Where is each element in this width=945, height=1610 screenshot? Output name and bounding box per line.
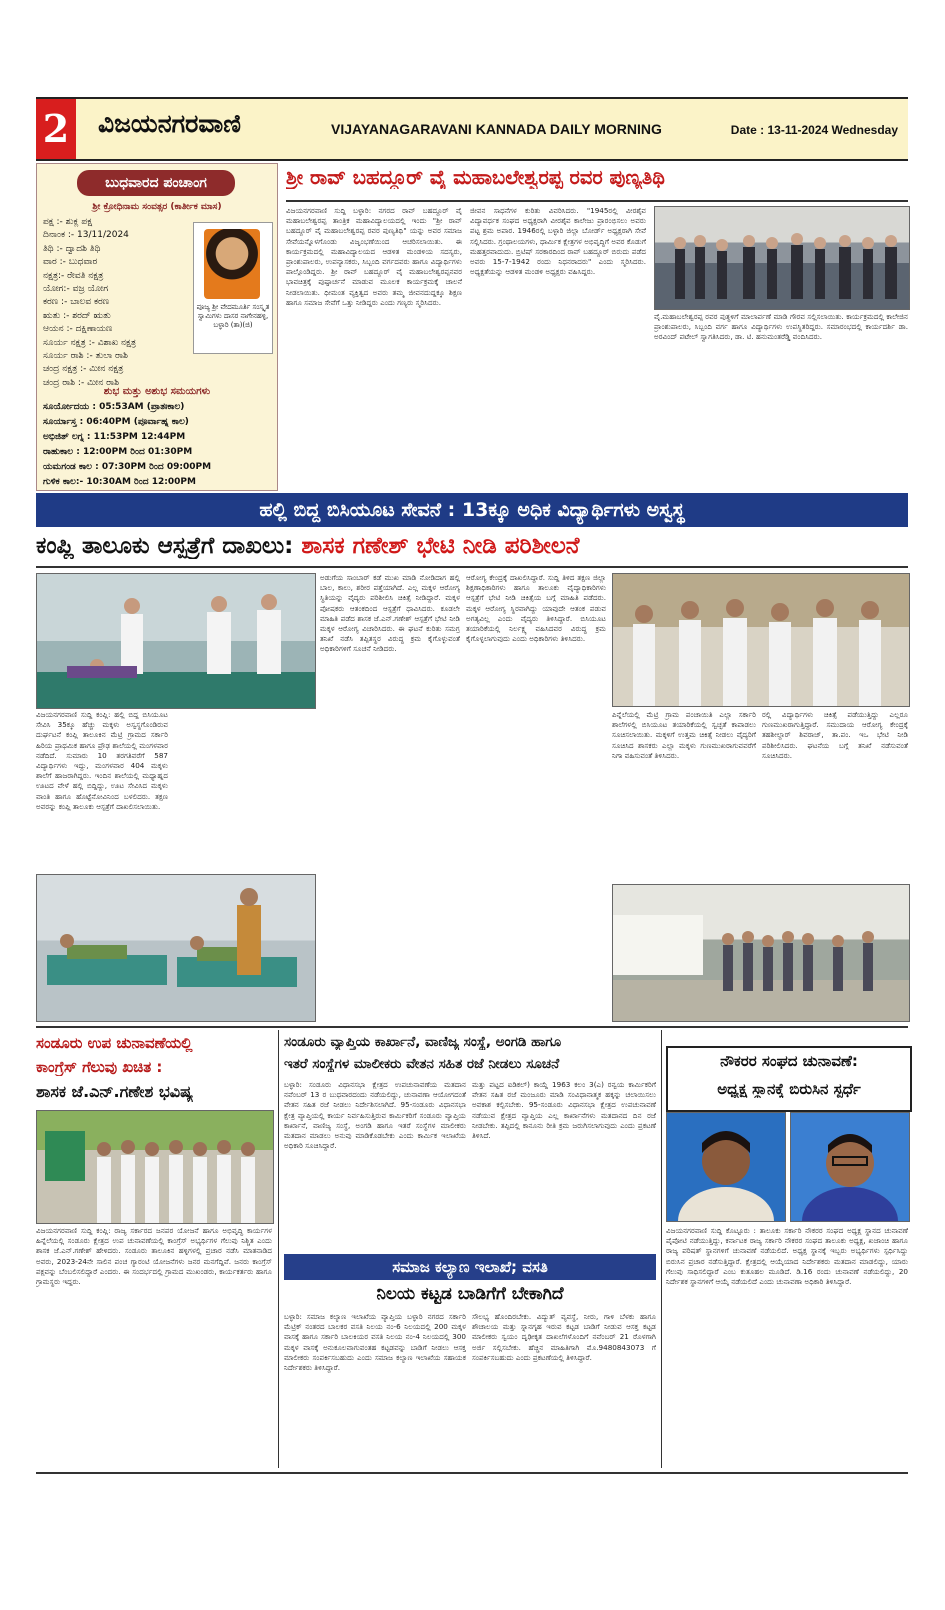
panchanga-row: ವಾರ :- ಬುಧವಾರ [43,257,98,268]
story6-headline-box [666,1046,912,1112]
story1-headline: ಶ್ರೀ ರಾವ್ ಬಹದ್ದೂರ್ ವೈ ಮಹಾಬಲೇಶ್ವರಪ್ಪ ರವರ ಪುಣ್ಯತಿಥಿ [286,166,665,189]
story6-headline-line2: ಅಧ್ಯಕ್ಷ ಸ್ಥಾನಕ್ಕೆ ಬಿರುಸಿನ ಸ್ಪರ್ಧೆ [717,1080,861,1098]
story5-column-2: ಸೌಲಭ್ಯ ಹೊಂದಿರಬೇಕು. ವಿದ್ಯುತ್ ವ್ಯವಸ್ಥೆ, ನೀರು, ಗಾಳಿ ಬೆಳಕು ಹಾಗೂ ಶೌಚಾಲಯ ಮತ್ತು ಸ್ನಾನಗೃಹ ಇರುವ ಕಟ್ಟಡ ಬಾಡಿಗೆ ನೀಡುವ ಆಸಕ್ತ ಕಟ್ಟಡ ಮಾಲೀಕರು ಸ್ವಯಂ ದೃಢೀಕೃತ ದಾಖಲೆಗಳೊಂದಿಗೆ ನವೆಂಬರ್ 21 ರೊಳಗಾಗಿ ಅರ್ಜಿ ಸಲ್ಲಿಸಬೇಕು. ಹೆಚ್ಚಿನ ಮಾಹಿತಿಗಾಗಿ ಮೊ.9480843073 ಗೆ ಸಂಪರ್ಕಿಸಬಹುದು ಎಂದು ಪ್ರಕಟಣೆಯಲ್ಲಿ ತಿಳಿಸಿದ್ದಾರೆ. [472,1312,656,1362]
panchanga-row: ಆಯನ :- ದಕ್ಷಿಣಾಯಣ [43,324,113,335]
story5-headline-line2: ನಿಲಯ ಕಟ್ಟಡ ಬಾಡಿಗೆಗೆ ಬೇಕಾಗಿದೆ [376,1284,564,1304]
story2-headline-black: ಕಂಪ್ಲಿ ತಾಲೂಕು ಆಸ್ಪತ್ರೆಗೆ ದಾಖಲು: [36,533,294,559]
story1-column-3: ವೈ.ಮಹಾಬಲೇಶ್ವರಪ್ಪ ರವರ ಪುತ್ಥಳಿಗೆ ಮಾಲಾರ್ಪಣೆ ಮಾಡಿ ಗೌರವ ಸಲ್ಲಿಸಲಾಯಿತು. ಕಾರ್ಯಕ್ರಮದಲ್ಲಿ ಕಾಲೇಜಿನ ಪ್ರಾಂಶುಪಾಲರು, ಸಿಬ್ಬಂದಿ ವರ್ಗ ಹಾಗೂ ವಿದ್ಯಾರ್ಥಿಗಳು ಉಪಸ್ಥಿತರಿದ್ದರು. ಸಮಾರಂಭದಲ್ಲಿ ಕಾರ್ಯದರ್ಶಿ ಡಾ. ಅರವಿಂದ್ ಪಟೇಲ್ ಸ್ವಾಗತಿಸಿದರು, ಡಾ. ಟಿ. ಹನುಮಂತರೆಡ್ಡಿ ವಂದಿಸಿದರು. [654,312,908,342]
panchanga-row: ದಿನಾಂಕ :- 13/11/2024 [43,230,129,241]
panchanga-row: ಋತು :- ಶರದ್ ಋತು [43,310,111,321]
hospital-ward-illustration [37,875,315,1021]
story3-body: ವಿಜಯನಗರವಾಣಿ ಸುದ್ದಿ ಕಂಪ್ಲಿ: ರಾಜ್ಯ ಸರ್ಕಾರದ ಜನಪರ ಯೋಜನೆ ಹಾಗೂ ಅಭಿವೃದ್ಧಿ ಕಾರ್ಯಗಳ ಹಿನ್ನೆಲೆಯಲ್ಲಿ ಸಂಡೂರು ಕ್ಷೇತ್ರದ ಉಪ ಚುನಾವಣೆಯಲ್ಲಿ ಕಾಂಗ್ರೆಸ್ ಅಭ್ಯರ್ಥಿಗಳ ಗೆಲುವು ನಿಶ್ಚಿತ ಎಂದು ಶಾಸಕ ಜೆ.ಎನ್.ಗಣೇಶ್ ಹೇಳಿದರು. ಸಂಡೂರು ತಾಲೂಕಿನ ಹಳ್ಳಿಗಳಲ್ಲಿ ಪ್ರಚಾರ ನಡೆಸಿ ಮಾತನಾಡಿದ ಅವರು, 2023-24ನೇ ಸಾಲಿನ ಪಂಚ ಗ್ಯಾರಂಟಿ ಯೋಜನೆಗಳು ಜನರ ಮನಗೆದ್ದಿವೆ. ಜನರು ಕಾಂಗ್ರೆಸ್ ಪಕ್ಷವನ್ನು ಬೆಂಬಲಿಸಲಿದ್ದಾರೆ ಎಂದರು. ಈ ಸಂದರ್ಭದಲ್ಲಿ ಗ್ರಾಮದ ಮುಖಂಡರು, ಕಾರ್ಯಕರ್ತರು ಹಾಗೂ ಗ್ರಾಮಸ್ಥರು ಇದ್ದರು. [36,1226,272,1287]
story4-headline-line2: ಇತರೆ ಸಂಸ್ಥೆಗಳ ಮಾಲೀಕರು ವೇತನ ಸಹಿತ ರಜೆ ನೀಡಲು ಸೂಚನೆ [284,1056,560,1072]
story2-headline-red: ಶಾಸಕ ಗಣೇಶ್ ಭೇಟಿ ನೀಡಿ ಪರಿಶೀಲನೆ [301,533,580,559]
story6-candidate-photo-1 [666,1112,786,1222]
hospital-visit-illustration [37,574,315,708]
band-headline: ಹಲ್ಲಿ ಬಿದ್ದ ಬಿಸಿಯೂಟ ಸೇವನೆ : 13ಕ್ಕೂ ಅಧಿಕ ವಿದ್ಯಾರ್ಥಿಗಳು ಅಸ್ವಸ್ಥ [36,493,908,527]
story2-column-5: ರಲ್ಲಿ ವಿದ್ಯಾರ್ಥಿಗಳು ಚಿಕಿತ್ಸೆ ಪಡೆಯುತ್ತಿದ್ದು ಎಲ್ಲರೂ ಗುಣಮುಖರಾಗುತ್ತಿದ್ದಾರೆ. ಸಮುದಾಯ ಆರೋಗ್ಯ ಕೇಂದ್ರಕ್ಕೆ ತಹಶೀಲ್ದಾರ್ ಶಿವರಾಜ್, ತಾ.ಪಂ. ಇಒ ಭೇಟಿ ನೀಡಿ ಪರಿಶೀಲಿಸಿದರು. ಘಟನೆಯ ಬಗ್ಗೆ ತನಿಖೆ ನಡೆಸುವಂತೆ ಸೂಚಿಸಿದರು. [762,710,908,760]
story2-headline [36,533,908,559]
time-row: ಸೂರ್ಯೋದಯ : 05:53AM (ಪ್ರಾತಃಕಾಲ) [43,402,185,412]
masthead-title-kannada: ವಿಜಯನಗರವಾಣಿ [98,109,241,138]
officials-group-illustration [613,574,909,706]
candidate-portrait-1 [667,1113,785,1221]
story5-headline-line1: ಸಮಾಜ ಕಲ್ಯಾಣ ಇಲಾಖೆ; ವಸತಿ [284,1254,656,1280]
story4-column-2: ಮತ್ತು ಪಟ್ಟದ ಐಡಿಕಲ್) ಕಾಯ್ದೆ 1963 ಕಲಂ 3(ಎ) ರನ್ವಯ ಕಾರ್ಮಿಕರಿಗೆ ವೇತನ ಸಹಿತ ರಜೆ ಮಂಜೂರು ಮಾಡಿ ಸಂವಿಧಾನಾತ್ಮಕ ಹಕ್ಕನ್ನು ಚಲಾಯಿಸಲು ಅವಕಾಶ ಕಲ್ಪಿಸಬೇಕು. 95-ಸಂಡೂರು ವಿಧಾನಸಭಾ ಕ್ಷೇತ್ರದ ಉಪಚುನಾವಣೆ ನಡೆಯುವ ಕ್ಷೇತ್ರದ ವ್ಯಾಪ್ತಿಯ ಎಲ್ಲ ಕಾರ್ಖಾನೆಗಳು ಮತದಾನದ ದಿನ ರಜೆ ನೀಡಬೇಕು. ತಪ್ಪಿದಲ್ಲಿ ಕಾನೂನು ರೀತಿ ಕ್ರಮ ಜರುಗಿಸಲಾಗುವುದು ಎಂದು ಪ್ರಕಟಣೆ ತಿಳಿಸಿದೆ. [472,1080,656,1141]
masthead-date: Date : 13-11-2024 Wednesday [730,123,898,137]
story2-column-3: ಆರೋಗ್ಯ ಕೇಂದ್ರಕ್ಕೆ ದಾಖಲಿಸಿದ್ದಾರೆ. ಸುದ್ದಿ ತಿಳಿದ ತಕ್ಷಣ ಜಿಲ್ಲಾ ಶಿಕ್ಷಣಾಧಿಕಾರಿಗಳು ಹಾಗೂ ತಾಲೂಕು ವೈದ್ಯಾಧಿಕಾರಿಗಳು ಆಸ್ಪತ್ರೆಗೆ ಭೇಟಿ ನೀಡಿ ಚಿಕಿತ್ಸೆಯ ಬಗ್ಗೆ ಮಾಹಿತಿ ಪಡೆದರು. ಮಕ್ಕಳ ಆರೋಗ್ಯ ಸ್ಥಿರವಾಗಿದ್ದು ಯಾವುದೇ ಆತಂಕ ಪಡುವ ಅಗತ್ಯವಿಲ್ಲ ಎಂದು ವೈದ್ಯರು ತಿಳಿಸಿದ್ದಾರೆ. ಬಿಸಿಯೂಟ ತಯಾರಿಕೆಯಲ್ಲಿ ನಿರ್ಲಕ್ಷ್ಯ ವಹಿಸಿದವರ ವಿರುದ್ಧ ಕ್ರಮ ಕೈಗೊಳ್ಳಲಾಗುವುದು ಎಂದು ಅಧಿಕಾರಿಗಳು ತಿಳಿಸಿದರು. [466,573,606,644]
story3-headline-line3: ಶಾಸಕ ಜೆ.ಎನ್.ಗಣೇಶ ಭವಿಷ್ಯ [36,1082,194,1101]
story2-photo-ward [36,874,316,1022]
priest-photo-caption: ಪೂಜ್ಯ ಶ್ರೀ ವೇದಮೂರ್ತಿ ಸಂಸ್ಕೃತ ಸ್ವಾಮಿಗಳು ದಾಸರ ನಾಗೇನಹಳ್ಳಿ, ಬಳ್ಳಾರಿ (ತಾ)(ಜಿ) [196,303,270,329]
time-row: ರಾಹುಕಾಲ : 12:00PM ರಿಂದ 01:30PM [43,447,193,457]
story4-headline-line1: ಸಂಡೂರು ವ್ಯಾಪ್ತಿಯ ಕಾರ್ಖಾನೆ, ವಾಣಿಜ್ಯ ಸಂಸ್ಥೆ, ಅಂಗಡಿ ಹಾಗೂ [284,1034,562,1050]
panchanga-row: ಪಕ್ಷ :- ಶುಕ್ಲ ಪಕ್ಷ [43,217,93,227]
story6-body: ವಿಜಯನಗರವಾಣಿ ಸುದ್ದಿ ಕೊಟ್ಟೂರು : ತಾಲೂಕು ಸರ್ಕಾರಿ ನೌಕರರ ಸಂಘದ ಅಧ್ಯಕ್ಷ ಸ್ಥಾನದ ಚುನಾವಣೆ ಪೈಪೋಟಿ ನಡೆಯುತ್ತಿದ್ದು, ಕರ್ನಾಟಕ ರಾಜ್ಯ ಸರ್ಕಾರಿ ನೌಕರರ ಸಂಘದ ತಾಲೂಕು ಅಧ್ಯಕ್ಷ, ಖಜಾಂಚಿ ಹಾಗೂ ರಾಜ್ಯ ಪರಿಷತ್ ಸ್ಥಾನಗಳಿಗೆ ಚುನಾವಣೆ ನಡೆಯಲಿದೆ. ಅಧ್ಯಕ್ಷ ಸ್ಥಾನಕ್ಕೆ ಇಬ್ಬರು ಅಭ್ಯರ್ಥಿಗಳು ಸ್ಪರ್ಧಿಸಿದ್ದು ಬಿರುಸಿನ ಪ್ರಚಾರ ನಡೆಸುತ್ತಿದ್ದಾರೆ. ಕ್ಷೇತ್ರದಲ್ಲಿ ಆಯ್ಕೆಯಾದ ನಿರ್ದೇಶಕರು ಮತದಾನ ಮಾಡಲಿದ್ದು, ಯಾರು ಗೆಲುವು ಸಾಧಿಸಲಿದ್ದಾರೆ ಎಂಬ ಕುತೂಹಲ ಮೂಡಿದೆ. ಡಿ.16 ರಂದು ಚುನಾವಣೆ ನಡೆಯಲಿದ್ದು, 20 ನಿರ್ದೇಶಕ ಸ್ಥಾನಗಳಿಗೆ ಆಯ್ಕೆ ನಡೆಯಲಿದೆ ಎಂದು ಚುನಾವಣಾ ಅಧಿಕಾರಿ ತಿಳಿಸಿದ್ದಾರೆ. [666,1226,908,1287]
priest-portrait-image [204,229,260,299]
column-rule-right [661,1030,662,1468]
panchanga-row: ಚಂದ್ರ ನಕ್ಷತ್ರ :- ಮೀನ ನಕ್ಷತ್ರ [43,364,124,375]
panchanga-rows [43,216,193,390]
masthead [36,97,908,161]
story6-candidate-photo-2 [790,1112,910,1222]
page-number: 2 [36,99,76,159]
panchanga-samvatsara: ಶ್ರೀ ಕ್ರೋಧಿನಾಮ ಸಂವತ್ಸರ (ಕಾರ್ತೀಕ ಮಾಸ) [92,202,222,212]
story2-photo-hospital [36,573,316,709]
panchanga-box [36,163,278,491]
story2-column-1b [174,710,314,866]
campaign-group-illustration [37,1111,273,1223]
story6-headline-line1: ನೌಕರರ ಸಂಘದ ಚುನಾವಣೆ: [720,1052,858,1070]
panchanga-times [43,400,271,490]
panchanga-row: ಕರಣ :- ಬಾಲವ ಕರಣ [43,297,110,308]
priest-photo [193,222,273,354]
time-row: ಯಮಗಂಡ ಕಾಲ : 07:30PM ರಿಂದ 09:00PM [43,462,212,472]
story1-column-2: ಜೀವನ ಸಾಧನೆಗಳ ಕುರಿತು ವಿವರಿಸಿದರು. "1945ರಲ್ಲಿ ವೀರಶೈವ ವಿದ್ಯಾವರ್ಧಕ ಸಂಘದ ಅಧ್ಯಕ್ಷರಾಗಿ ವೀರಶೈವ ಕಾಲೇಜು ಪ್ರಾರಂಭಿಸಲು ಅವರು ಪಟ್ಟ ಶ್ರಮ ಅಪಾರ. 1946ರಲ್ಲಿ ಬಳ್ಳಾರಿ ಜಿಲ್ಲಾ ಬೋರ್ಡ್ ಅಧ್ಯಕ್ಷರಾಗಿ ಸೇವೆ ಸಲ್ಲಿಸಿದರು. ಗ್ರಂಥಾಲಯಗಳು, ಧಾರ್ಮಿಕ ಕ್ಷೇತ್ರಗಳ ಅಭಿವೃದ್ಧಿಗೆ ಅವರ ಕೊಡುಗೆ ಮಹತ್ತರವಾದುದು. ಬ್ರಿಟಿಷ್ ಸರಕಾರದಿಂದ ರಾವ್ ಬಹದ್ದೂರ್ ಬಿರುದು ಪಡೆದ ಅವರು 15-7-1942 ರಂದು ನಿಧನರಾದರು" ಎಂದು ಸ್ಮರಿಸಿದರು. ಅಧ್ಯಕ್ಷತೆಯನ್ನು ಆಡಳಿತ ಮಂಡಳಿ ಅಧ್ಯಕ್ಷರು ವಹಿಸಿದ್ದರು. [470,206,646,277]
story2-photo-officials [612,573,910,707]
panchanga-title: ಬುಧವಾರದ ಪಂಚಾಂಗ [77,170,235,196]
time-row: ಸೂರ್ಯಾಸ್ತ : 06:40PM (ಪೂರ್ವಾಹ್ನ ಕಾಲ) [43,417,189,427]
story2-photo-crowd [612,884,910,1022]
shubha-heading: ಶುಭ ಮತ್ತು ಅಶುಭ ಸಮಯಗಳು [103,386,211,397]
crowd-illustration [613,885,909,1021]
story2-column-1: ವಿಜಯನಗರವಾಣಿ ಸುದ್ದಿ ಕಂಪ್ಲಿ: ಹಲ್ಲಿ ಬಿದ್ದ ಬಿಸಿಯೂಟ ಸೇವಿಸಿ 35ಕ್ಕೂ ಹೆಚ್ಚು ಮಕ್ಕಳು ಅಸ್ವಸ್ಥಗೊಂಡಿರುವ ದುರ್ಘಟನೆ ಕಂಪ್ಲಿ ತಾಲೂಕಿನ ಮೆಟ್ರಿ ಗ್ರಾಮದ ಸರ್ಕಾರಿ ಹಿರಿಯ ಪ್ರಾಥಮಿಕ ಹಾಗೂ ಪ್ರೌಢ ಶಾಲೆಯಲ್ಲಿ ಮಂಗಳವಾರ ನಡೆದಿದೆ. ಸುಮಾರು 10 ತರಗತಿವರೆಗೆ 587 ವಿದ್ಯಾರ್ಥಿಗಳು ಇದ್ದು, ಮಂಗಳವಾರ 404 ಮಕ್ಕಳು ಶಾಲೆಗೆ ಹಾಜರಾಗಿದ್ದರು. ಇಂದಿನ ಶಾಲೆಯಲ್ಲಿ ಮಧ್ಯಾಹ್ನದ ಊಟದ ವೇಳೆ ಹಲ್ಲಿ ಬಿದ್ದಿದ್ದು, ಊಟ ಸೇವಿಸಿದ ಮಕ್ಕಳು ವಾಂತಿ ಹಾಗೂ ಹೊಟ್ಟೆನೋವಿನಿಂದ ಬಳಲಿದರು. ತಕ್ಷಣ ಅವರನ್ನು ಕಂಪ್ಲಿ ತಾಲೂಕು ಆಸ್ಪತ್ರೆಗೆ ದಾಖಲಿಸಲಾಯಿತು. [36,710,168,811]
candidate-portrait-2 [791,1113,909,1221]
panchanga-row: ನಕ್ಷತ್ರ:- ರೇವತಿ ನಕ್ಷತ್ರ [43,270,104,281]
panchanga-row: ಸೂರ್ಯ ರಾಶಿ :- ತುಲಾ ರಾಶಿ [43,351,128,362]
panchanga-row: ತಿಥಿ :- ದ್ವಾದಶಿ ತಿಥಿ [43,243,101,254]
time-row: ಅಭಿಜಿತ್ ಲಗ್ನ : 11:53PM 12:44PM [43,432,186,442]
panchanga-row: ಸೂರ್ಯ ನಕ್ಷತ್ರ :- ವಿಶಾಖ ನಕ್ಷತ್ರ [43,337,137,348]
section-divider [36,1026,908,1028]
story3-headline-line2: ಕಾಂಗ್ರೆಸ್ ಗೆಲುವು ಖಚಿತ : [36,1058,163,1076]
time-row: ಗುಳಿಕ ಕಾಲ:- 10:30AM ರಿಂದ 12:00PM [43,477,196,487]
story1-photo-ceremony [654,206,910,310]
column-rule-left [278,1030,279,1468]
story2-column-2: ಅಡುಗೆಯ ಸಾಂಬಾರ್ ಕಡೆ ಮುಖ ಮಾಡಿ ನೋಡಿದಾಗ ಹಲ್ಲಿ ಬಾಲ, ಕಾಲು, ಶರೀರ ಪತ್ತೆಯಾಗಿದೆ. ಎಲ್ಲ ಮಕ್ಕಳ ಆರೋಗ್ಯ ಸ್ಥಿತಿಯನ್ನು ವೈದ್ಯರು ಪರಿಶೀಲಿಸಿ ಚಿಕಿತ್ಸೆ ನೀಡಿದ್ದಾರೆ. ಮಕ್ಕಳ ಪೋಷಕರು ಆತಂಕದಿಂದ ಆಸ್ಪತ್ರೆಗೆ ಧಾವಿಸಿದರು. ಕೂಡಲೇ ಮಾಹಿತಿ ಪಡೆದ ಶಾಸಕ ಜೆ.ಎನ್.ಗಣೇಶ್ ಆಸ್ಪತ್ರೆಗೆ ಭೇಟಿ ನೀಡಿ ಮಕ್ಕಳ ಆರೋಗ್ಯ ವಿಚಾರಿಸಿದರು. ಈ ಘಟನೆ ಕುರಿತು ಸಮಗ್ರ ತನಿಖೆ ನಡೆಸಿ ತಪ್ಪಿತಸ್ಥರ ವಿರುದ್ಧ ಕ್ರಮ ಕೈಗೊಳ್ಳುವಂತೆ ಅಧಿಕಾರಿಗಳಿಗೆ ಸೂಚನೆ ನೀಡಿದರು. [320,573,460,654]
masthead-title-english: VIJAYANAGARAVANI KANNADA DAILY MORNING [331,121,662,137]
people-group-illustration [655,207,909,309]
panchanga-row: ಚಂದ್ರ ರಾಶಿ :- ಮೀನ ರಾಶಿ [43,377,120,388]
story5-column-1: ಬಳ್ಳಾರಿ: ಸಮಾಜ ಕಲ್ಯಾಣ ಇಲಾಖೆಯ ವ್ಯಾಪ್ತಿಯ ಬಳ್ಳಾರಿ ನಗರದ ಸರ್ಕಾರಿ ಮೆಟ್ರಿಕ್ ನಂತರದ ಬಾಲಕರ ವಸತಿ ನಿಲಯ ನಂ-6 ನಿಲಯದಲ್ಲಿ 200 ಮಕ್ಕಳ ವಾಸಕ್ಕೆ ಹಾಗೂ ಸರ್ಕಾರಿ ಬಾಲಕಿಯರ ವಸತಿ ನಿಲಯ ನಂ-4 ನಿಲಯದಲ್ಲಿ 300 ಮಕ್ಕಳ ವಾಸಕ್ಕೆ ಅನುಕೂಲವಾಗುವಂತಹ ಕಟ್ಟಡವನ್ನು ಬಾಡಿಗೆ ನೀಡಲು ಆಸಕ್ತ ಮಾಲೀಕರು ಸಂಪರ್ಕಿಸಬಹುದು ಎಂದು ಸಮಾಜ ಕಲ್ಯಾಣ ಇಲಾಖೆಯ ಸಹಾಯಕ ನಿರ್ದೇಶಕರು ತಿಳಿಸಿದ್ದಾರೆ. [284,1312,466,1373]
panchanga-row: ಯೋಗ:- ವಜ್ರ ಯೋಗ [43,284,109,295]
story2-rule [36,566,908,568]
story1-column-1: ವಿಜಯನಗರವಾಣಿ ಸುದ್ದಿ ಬಳ್ಳಾರಿ: ನಗರದ ರಾವ್ ಬಹದ್ದೂರ್ ವೈ ಮಹಾಬಲೇಶ್ವರಪ್ಪ ತಾಂತ್ರಿಕ ಮಹಾವಿದ್ಯಾಲಯದಲ್ಲಿ ಇಂದು "ಶ್ರೀ ರಾವ್ ಬಹದ್ದೂರ್ ವೈ ಮಹಾಬಲೇಶ್ವರಪ್ಪ ರವರ ಪುಣ್ಯತಿಥಿ" ಯನ್ನು ಅವರ ಸಮಾಜ ಸೇವೆಯನ್ನೊಳಗೊಂಡು ವಿಜೃಂಭಣೆಯಿಂದ ಆಚರಿಸಲಾಯಿತು. ಈ ಕಾರ್ಯಕ್ರಮದಲ್ಲಿ ಮಹಾವಿದ್ಯಾಲಯದ ಆಡಳಿತ ಮಂಡಳಿಯ ಸದಸ್ಯರು, ಪ್ರಾಂಶುಪಾಲರು, ಉಪನ್ಯಾಸಕರು, ಸಿಬ್ಬಂದಿ ವರ್ಗದವರು ಹಾಗೂ ವಿದ್ಯಾರ್ಥಿಗಳು ಪಾಲ್ಗೊಂಡಿದ್ದರು. ಶ್ರೀ ರಾವ್ ಬಹದ್ದೂರ್ ವೈ ಮಹಾಬಲೇಶ್ವರಪ್ಪನವರ ಭಾವಚಿತ್ರಕ್ಕೆ ಪುಷ್ಪಾರ್ಚನೆ ಮಾಡುವ ಮೂಲಕ ಕಾರ್ಯಕ್ರಮಕ್ಕೆ ಚಾಲನೆ ನೀಡಲಾಯಿತು. ಧೀಮಂತ ವ್ಯಕ್ತಿತ್ವದ ಅವರು ತಮ್ಮ ಜೀವನದುದ್ದಕ್ಕೂ ಶಿಕ್ಷಣ ಹಾಗೂ ಸಮಾಜ ಸೇವೆಗೆ ಒತ್ತು ನೀಡಿದ್ದರು ಎಂದು ಗಣ್ಯರು ಸ್ಮರಿಸಿದರು. [286,206,462,307]
story3-photo-campaign [36,1110,274,1224]
story1-rule [286,200,908,202]
story4-column-1: ಬಳ್ಳಾರಿ: ಸಂಡೂರು ವಿಧಾನಸಭಾ ಕ್ಷೇತ್ರದ ಉಪಚುನಾವಣೆಯ ಮತದಾನ ನವೆಂಬರ್ 13 ರ ಬುಧವಾರದಂದು ನಡೆಯಲಿದ್ದು, ಚುನಾವಣಾ ಆಯೋಗದಂತೆ ವೇತನ ಸಹಿತ ರಜೆ ನೀಡಲು ನಿರ್ದೇಶಿಸಲಾಗಿದೆ. 95-ಸಂಡೂರು ವಿಧಾನಸಭಾ ಕ್ಷೇತ್ರ ವ್ಯಾಪ್ತಿಯಲ್ಲಿ ಕಾರ್ಯ ನಿರ್ವಹಿಸುತ್ತಿರುವ ಕಾರ್ಮಿಕರಿಗೆ ಸಂಡೂರು ವ್ಯಾಪ್ತಿಯ ಕಾರ್ಖಾನೆ, ವಾಣಿಜ್ಯ ಸಂಸ್ಥೆ, ಅಂಗಡಿ ಹಾಗೂ ಇತರೆ ಸಂಸ್ಥೆಗಳ ಮಾಲೀಕರು ಮತದಾನ ಮಾಡಲು ಅನುವು ಮಾಡಿಕೊಡಬೇಕು ಎಂದು ಕಾರ್ಮಿಕ ಇಲಾಖೆಯ ಅಧಿಕಾರಿ ಸೂಚಿಸಿದ್ದಾರೆ. [284,1080,466,1151]
story2-column-4: ಪಿನ್ನೆಲೆಯಲ್ಲಿ ಮೆಟ್ರಿ ಗ್ರಾಮ ಪಂಚಾಯಿತಿ ಎಲ್ಲಾ ಸರ್ಕಾರಿ ಶಾಲೆಗಳಲ್ಲಿ ಬಿಸಿಯೂಟ ತಯಾರಿಕೆಯಲ್ಲಿ ಸ್ವಚ್ಛತೆ ಕಾಪಾಡಲು ಸೂಚಿಸಲಾಯಿತು. ಮಕ್ಕಳಿಗೆ ಉತ್ತಮ ಚಿಕಿತ್ಸೆ ನೀಡಲು ವೈದ್ಯರಿಗೆ ಸೂಚಿಸಿದ ಶಾಸಕರು ಎಲ್ಲಾ ಮಕ್ಕಳು ಗುಣಮುಖರಾಗುವವರೆಗೆ ನಿಗಾ ವಹಿಸುವಂತೆ ತಿಳಿಸಿದರು. [612,710,756,760]
story3-headline-line1: ಸಂಡೂರು ಉಪ ಚುನಾವಣೆಯಲ್ಲಿ [36,1034,193,1052]
page-bottom-rule [36,1472,908,1474]
